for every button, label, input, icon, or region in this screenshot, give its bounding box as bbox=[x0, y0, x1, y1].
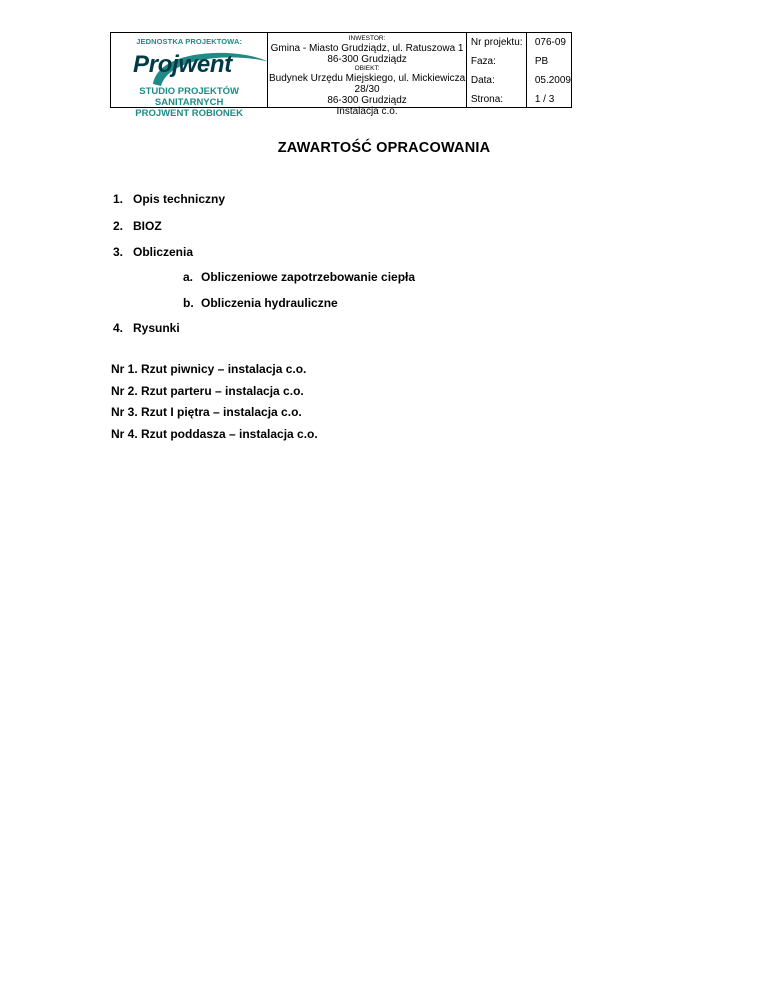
toc-subitem-label: Obliczeniowe zapotrzebowanie ciepła bbox=[201, 270, 416, 284]
toc-item bbox=[113, 219, 162, 233]
document-title: ZAWARTOŚĆ OPRACOWANIA bbox=[277, 140, 491, 156]
toc-item bbox=[113, 321, 180, 335]
title-block bbox=[110, 32, 572, 119]
phase-label: Faza: bbox=[470, 56, 496, 67]
toc-subitem-letter: b. bbox=[183, 296, 194, 310]
toc-item-number: 1. bbox=[113, 192, 124, 206]
toc-item bbox=[113, 245, 193, 259]
toc-item-label: Obliczenia bbox=[133, 245, 194, 259]
project-no-value: 076-09 bbox=[534, 37, 566, 48]
toc-item-number: 4. bbox=[113, 321, 124, 335]
drawings-list bbox=[111, 362, 318, 448]
object-line2: 86-300 Grudziądz bbox=[327, 95, 407, 106]
meta-values bbox=[527, 33, 571, 107]
date-value: 05.2009 bbox=[534, 75, 571, 86]
drawing-item: Nr 4. Rzut poddasza – instalacja c.o. bbox=[111, 426, 318, 441]
design-unit-name-line2: PROJWENT ROBIONEK bbox=[135, 108, 243, 119]
toc-subitem bbox=[183, 296, 338, 310]
design-unit-name bbox=[111, 86, 267, 119]
design-unit-cell bbox=[111, 33, 268, 119]
date-label: Data: bbox=[470, 75, 495, 86]
investor-label: INWESTOR: bbox=[348, 35, 386, 42]
investor-line1: Gmina - Miasto Grudziądz, ul. Ratuszowa 1 bbox=[270, 43, 464, 54]
investor-object-cell bbox=[268, 33, 467, 117]
toc-subitem-letter: a. bbox=[183, 270, 194, 284]
toc-item-label: Rysunki bbox=[133, 321, 180, 335]
toc-item-number: 2. bbox=[113, 219, 124, 233]
phase-value: PB bbox=[534, 56, 549, 67]
drawing-item: Nr 2. Rzut parteru – instalacja c.o. bbox=[111, 383, 304, 398]
project-no-label: Nr projektu: bbox=[470, 37, 523, 48]
meta-cell bbox=[467, 33, 571, 107]
toc-subitem-label: Obliczenia hydrauliczne bbox=[201, 296, 338, 310]
toc-item-label: BIOZ bbox=[133, 219, 162, 233]
logo-text: Projwent bbox=[133, 51, 232, 78]
page-value: 1 / 3 bbox=[534, 94, 555, 105]
design-unit-label: JEDNOSTKA PROJEKTOWA: bbox=[136, 37, 243, 46]
object-line3: Instalacja c.o. bbox=[336, 106, 398, 117]
toc-item-number: 3. bbox=[113, 245, 124, 259]
toc-item-label: Opis techniczny bbox=[133, 192, 226, 206]
toc-subitem bbox=[183, 270, 415, 284]
investor-line2: 86-300 Grudziądz bbox=[327, 54, 407, 65]
toc-item bbox=[113, 192, 225, 206]
object-line1: Budynek Urzędu Miejskiego, ul. Mickiewicza 28/30 bbox=[268, 73, 466, 95]
design-unit-name-line1: STUDIO PROJEKTÓW SANITARNYCH bbox=[139, 86, 240, 108]
drawing-item: Nr 3. Rzut I piętra – instalacja c.o. bbox=[111, 405, 302, 419]
page-label: Strona: bbox=[470, 94, 504, 105]
drawing-item: Nr 1. Rzut piwnicy – instalacja c.o. bbox=[111, 362, 307, 376]
meta-keys bbox=[467, 33, 527, 107]
object-label: OBIEKT: bbox=[354, 65, 380, 72]
